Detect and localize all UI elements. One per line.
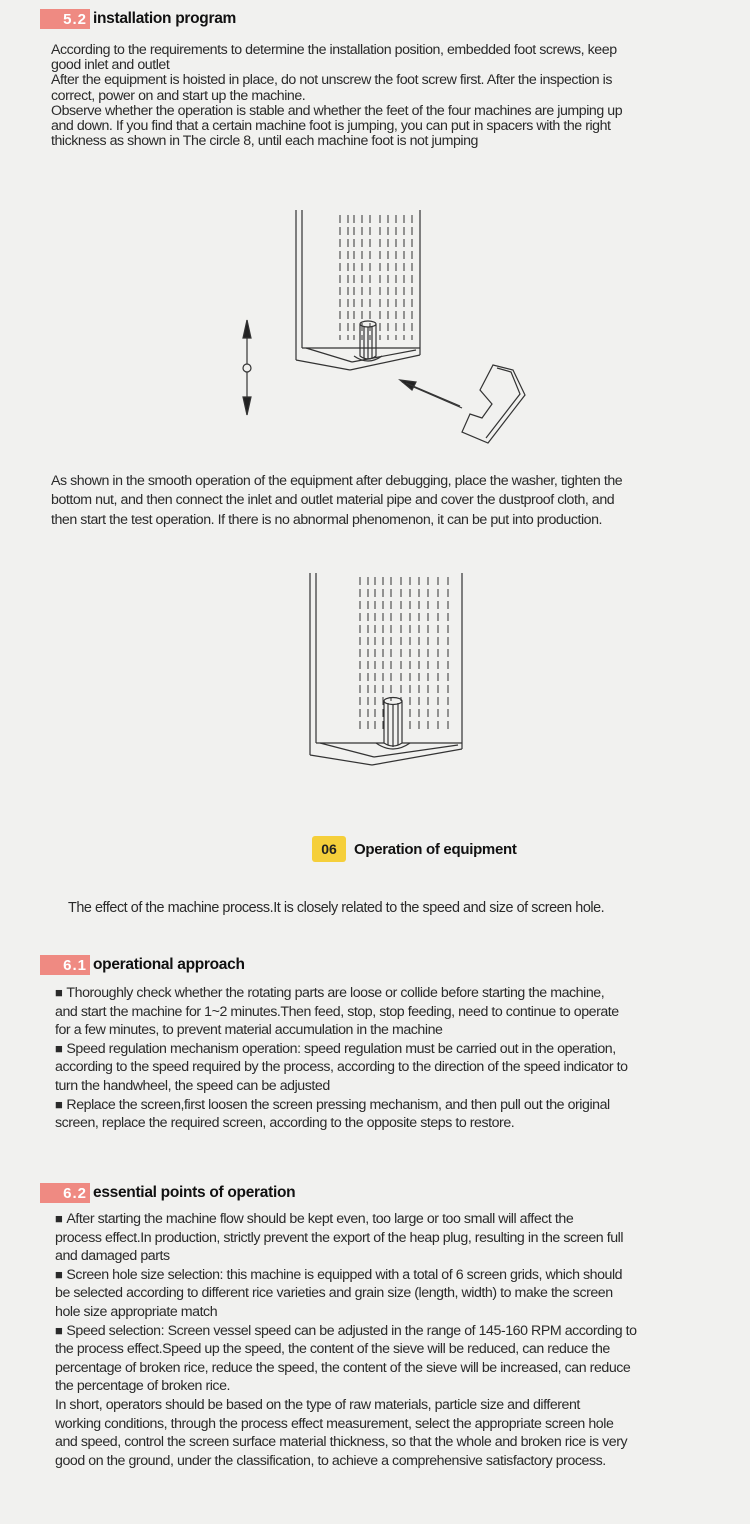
debugging-text xyxy=(51,472,622,530)
text-line: screen, replace the required screen, according to the opposite steps to restore. xyxy=(55,1115,515,1132)
text-line: the percentage of broken rice. xyxy=(55,1378,230,1395)
text-line: percentage of broken rice, reduce the speed, the content of the sieve will be increased, can reduce xyxy=(55,1359,631,1376)
operation-intro xyxy=(68,901,604,916)
text-line: for a few minutes, to prevent material accumulation in the machine xyxy=(55,1022,443,1039)
arrow-icon xyxy=(400,380,462,408)
section-title: Operation of equipment xyxy=(354,840,517,858)
text-line: and damaged parts xyxy=(55,1248,170,1265)
double-arrow-icon xyxy=(243,320,251,415)
section-number-badge: 06 xyxy=(312,836,346,862)
section-title: essential points of operation xyxy=(93,1184,296,1201)
text-line: and speed, control the screen surface material thickness, so that the whole and broken rice is very xyxy=(55,1434,628,1451)
bullet-line: ■ Speed selection: Screen vessel speed can be adjusted in the range of 145-160 RPM according to xyxy=(55,1322,637,1341)
section-number-badge: 6.1 xyxy=(40,955,90,975)
bullet-line: ■ Replace the screen,first loosen the screen pressing mechanism, and then pull out the original xyxy=(55,1096,628,1115)
text-line: according to the speed required by the process, according to the direction of the speed indicator to xyxy=(55,1059,628,1076)
bullet-line: ■ After starting the machine flow should be kept even, too large or too small will affect the xyxy=(55,1210,637,1229)
text-line: process effect.In production, strictly prevent the export of the heap plug, resulting in the screen full xyxy=(55,1229,624,1246)
text-line: According to the requirements to determine the installation position, embedded foot screws, keep xyxy=(51,42,617,58)
text-line: working conditions, through the process effect measurement, select the appropriate screen hole xyxy=(55,1415,614,1432)
text-line: After the equipment is hoisted in place, do not unscrew the foot screw first. After the inspection is xyxy=(51,72,612,89)
text-line: In short, operators should be based on the type of raw materials, particle size and different xyxy=(55,1396,580,1413)
text-line: hole size appropriate match xyxy=(55,1303,218,1320)
operational-approach-text xyxy=(55,984,628,1133)
section-title: installation program xyxy=(93,10,236,27)
section-number-badge: 6.2 xyxy=(40,1183,90,1203)
section-title: operational approach xyxy=(93,956,245,973)
text-line: Observe whether the operation is stable and whether the feet of the four machines are jumping up xyxy=(51,102,623,119)
bullet-line: ■ Screen hole size selection: this machine is equipped with a total of 6 screen grids, which should xyxy=(55,1266,637,1285)
text-line: thickness as shown in The circle 8, until each machine foot is not jumping xyxy=(51,133,478,150)
bullet-line: ■ Thoroughly check whether the rotating parts are loose or collide before starting the machine, xyxy=(55,984,628,1003)
text-line: good inlet and outlet xyxy=(51,57,170,74)
text-line: then start the test operation. If there is no abnormal phenomenon, it can be put into production. xyxy=(51,511,603,528)
bullet-line: ■ Speed regulation mechanism operation: speed regulation must be carried out in the operation, xyxy=(55,1040,628,1059)
spacer-icon xyxy=(462,365,525,443)
section-number-badge: 5.2 xyxy=(40,9,90,29)
text-line: correct, power on and start up the machine. xyxy=(51,87,306,104)
installation-figure-1 xyxy=(230,200,560,460)
section-06-header xyxy=(312,836,517,862)
text-line: As shown in the smooth operation of the equipment after debugging, place the washer, tighten the xyxy=(51,473,623,489)
text-line: turn the handwheel, the speed can be adjusted xyxy=(55,1077,330,1094)
section-6-1-header xyxy=(40,954,245,976)
text-line: bottom nut, and then connect the inlet and outlet material pipe and cover the dustproof cloth, and xyxy=(51,492,615,509)
text-line: and start the machine for 1~2 minutes.Then feed, stop, stop feeding, need to continue to operate xyxy=(55,1003,619,1020)
section-6-2-header xyxy=(40,1182,295,1204)
machine-foot-icon xyxy=(296,210,420,370)
text-line: The effect of the machine process.It is closely related to the speed and size of screen hole. xyxy=(68,900,605,916)
text-line: be selected according to different rice varieties and grain size (length, width) to make the screen xyxy=(55,1285,613,1302)
section-5-2-header xyxy=(40,8,236,30)
text-line: the process effect.Speed up the speed, the content of the sieve will be reduced, can reduce the xyxy=(55,1341,610,1358)
installation-text xyxy=(51,43,622,149)
essential-points-text xyxy=(55,1210,637,1470)
text-line: and down. If you find that a certain machine foot is jumping, you can put in spacers with the right xyxy=(51,118,611,135)
machine-foot-icon xyxy=(310,573,462,765)
text-line: good on the ground, under the classification, to achieve a comprehensive satisfactory process. xyxy=(55,1452,606,1469)
installation-figure-2 xyxy=(300,565,470,770)
